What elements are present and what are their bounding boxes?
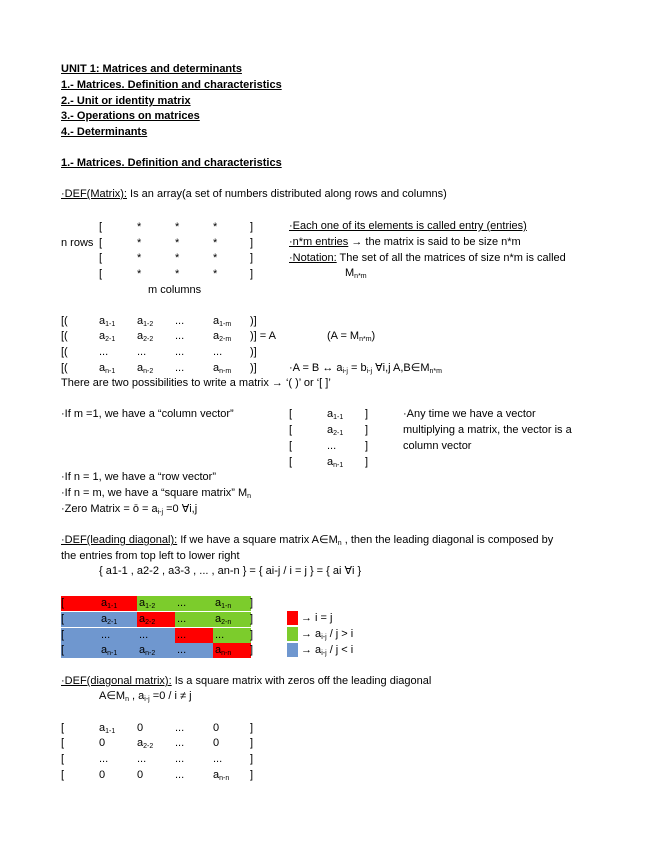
matrix-entry: $a_{1-2}$ [137,315,154,328]
star-entry: * [137,252,142,264]
left-bracket: [ [61,753,65,765]
star-entry: * [213,252,218,264]
star-entry: * [137,237,142,249]
matrix-entry: $a_{n-2}$ [139,644,156,657]
square-matrix-text: ·If n = m, we have a “square matrix” $M_n$ [61,487,252,500]
matrix-entry: ... [177,644,187,656]
matrix-entry: $a_{2-1}$ [99,330,116,343]
right-bracket: ] [250,597,254,609]
left-bracket: [ [99,221,103,233]
matrix-entry: ... [137,753,147,765]
matrix-entry: ... [99,346,109,358]
size-note-text: → the matrix is said to be size n*m [348,236,521,248]
right-bracket: ] [250,237,254,249]
column-vector-text: ·If m =1, we have a “column vector” [61,408,234,420]
matrix-entry: ... [101,629,111,641]
left-bracket: [ [289,456,293,468]
left-bracket: [ [61,769,65,781]
matrix-entry: ... [215,629,225,641]
matrix-entry: $a_{2-n}$ [215,613,232,626]
right-bracket: ] [250,753,254,765]
column-vector-note-2: multiplying a matrix, the vector is a [403,424,572,436]
left-bracket: [ [289,408,293,420]
colored-cell-bg [61,643,99,658]
left-bracket: [ [61,613,65,625]
star-entry: * [137,221,142,233]
matrix-entry: ... [175,315,185,327]
matrix-entry: $a_{n-n}$ [213,769,230,782]
size-note-label: ·n*m entries [289,236,349,248]
right-bracket: ] [250,221,254,233]
matrix-entry: $a_{1-1}$ [101,597,118,610]
matrix-entry: ... [175,737,185,749]
matrix-entry: ... [177,629,187,641]
legend-blue-swatch [287,643,298,657]
matrix-entry: ... [99,753,109,765]
matrix-entry: $a_{1-n}$ [215,597,232,610]
matrix-entry: $a_{2-2}$ [137,737,154,750]
matrix-entry: ... [139,629,149,641]
zero-matrix-text: ·Zero Matrix = ō = $a_{i-j} =0$ ∀i,j [61,503,198,516]
vector-entry: $a_{1-1}$ [327,408,344,421]
matrix-entry: $a_{1-m}$ [213,315,232,328]
paren-open: [( [61,315,68,327]
right-bracket: ] [250,252,254,264]
def-matrix-text: Is an array(a set of numbers distributed along rows and columns) [127,188,447,200]
matrix-entry: ... [175,722,185,734]
toc-item-1[interactable]: 1.- Matrices. Definition and characteristics [61,79,282,91]
toc-item-4[interactable]: 4.- Determinants [61,126,148,138]
matrix-entry: $a_{2-m}$ [213,330,232,343]
right-bracket: ] [365,440,369,452]
left-bracket: [ [99,268,103,280]
legend-eq: → i = j [301,612,333,624]
left-bracket: [ [61,644,65,656]
column-vector-note-3: column vector [403,440,472,452]
matrix-entry: ... [175,362,185,374]
matrix-entry: 0 [99,737,106,749]
right-bracket: ] [365,408,369,420]
matrix-entry: ... [213,346,223,358]
star-entry: * [137,268,142,280]
matrix-entry: ... [175,769,185,781]
matrix-entry: ... [213,753,223,765]
rows-label: n rows [61,237,94,249]
row-vector-text: ·If n = 1, we have a “row vector” [61,471,216,483]
right-bracket: ] [250,613,254,625]
matrix-entry: $a_{2-1}$ [101,613,118,626]
diag-matrix-cond: $A\in M_n$ , $a_{i-j} =0 / i \ne j$ [99,690,192,703]
left-bracket: [ [289,424,293,436]
toc-item-3[interactable]: 3.- Operations on matrices [61,110,200,122]
notation-symbol: $M_{n*m}$ [345,267,367,280]
paren-close: )] [250,346,257,358]
leading-diag-set: { a1-1 , a2-2 , a3-3 , ... , an-n } = { ai-j / i = j } = { ai ∀i } [99,565,362,577]
matrix-entry: ... [175,753,185,765]
matrix-entry: 0 [137,722,144,734]
matrix-entry: $a_{n-n}$ [215,644,232,657]
matrix-entry: ... [175,330,185,342]
legend-gt: → $a_{i-j} / j > i$ [301,628,354,641]
vector-entry: $a_{2-1}$ [327,424,344,437]
right-bracket: ] [250,268,254,280]
paren-open: [( [61,346,68,358]
matrix-entry: 0 [137,769,144,781]
a-equals-m: $(A = M_{n*m})$ [327,330,376,343]
matrix-entry: 0 [213,737,220,749]
column-vector-note-1: ·Any time we have a vector [403,408,536,420]
paren-close: )] [250,315,257,327]
left-bracket: [ [99,237,103,249]
star-entry: * [213,221,218,233]
notation-note [289,252,566,265]
matrix-entry: ... [175,346,185,358]
left-bracket: [ [61,722,65,734]
right-bracket: ] [250,737,254,749]
left-bracket: [ [61,597,65,609]
vector-entry: ... [327,440,337,452]
left-bracket: [ [99,252,103,264]
right-bracket: ] [365,424,369,436]
paren-open: [( [61,330,68,342]
def-matrix-label: ·DEF(Matrix): [61,188,127,200]
star-entry: * [175,221,180,233]
matrix-entry: ... [137,346,147,358]
matrix-entry: $a_{n-2}$ [137,362,154,375]
two-ways-note: There are two possibilities to write a matrix → ‘( )’ or ‘[ ]’ [61,377,331,389]
left-bracket: [ [289,440,293,452]
left-bracket: [ [61,737,65,749]
matrix-entry: ... [177,597,187,609]
leading-diag-def: ·DEF(leading diagonal): If we have a square matrix $A\in M_n$ , then the leading diagonal is composed by [61,534,554,547]
star-entry: * [213,237,218,249]
right-bracket: ] [250,769,254,781]
colored-cell-bg [61,612,99,627]
star-entry: * [175,268,180,280]
matrix-entry: $a_{2-2}$ [137,330,154,343]
notation-label: ·Notation: [289,252,337,264]
legend-red-swatch [287,611,298,625]
matrix-entry: ... [177,613,187,625]
right-bracket: ] [250,629,254,641]
matrix-entry: $a_{2-2}$ [139,613,156,626]
star-entry: * [175,252,180,264]
colored-cell-bg [61,596,99,611]
matrix-entry: $a_{1-2}$ [139,597,156,610]
right-bracket: ] [250,722,254,734]
section-heading: 1.- Matrices. Definition and characteristics [61,157,282,169]
entry-note: ·Each one of its elements is called entry (entries) [289,220,527,232]
paren-close: )] = A [250,330,276,342]
matrix-entry: $a_{n-1}$ [101,644,118,657]
star-entry: * [213,268,218,280]
matrix-entry: $a_{n-1}$ [99,362,116,375]
diag-matrix-def: ·DEF(diagonal matrix): Is a square matrix with zeros off the leading diagonal [61,675,432,687]
notation-text: The set of all the matrices of size n*m is called [336,252,566,264]
matrix-entry: 0 [99,769,106,781]
colored-cell-bg [61,628,99,643]
matrix-entry: $a_{n-m}$ [213,362,232,375]
toc-item-2[interactable]: 2.- Unit or identity matrix [61,95,191,107]
matrix-entry: $a_{1-1}$ [99,722,116,735]
def-matrix [61,188,447,201]
matrix-entry: 0 [213,722,220,734]
size-note [289,236,521,249]
columns-label: m columns [148,284,202,296]
vector-entry: $a_{n-1}$ [327,456,344,469]
right-bracket: ] [250,644,254,656]
paren-close: )] [250,362,257,374]
legend-lt: → $a_{i-j} / j < i$ [301,644,354,657]
right-bracket: ] [365,456,369,468]
toc-title: UNIT 1: Matrices and determinants [61,63,242,75]
legend-green-swatch [287,627,298,641]
equality-rule: ·A = B ↔ $a_{i-j} = b_{i-j}$ ∀i,j $A,B\in M_{n*m}$ [289,362,442,375]
star-entry: * [175,237,180,249]
matrix-entry: $a_{1-1}$ [99,315,116,328]
left-bracket: [ [61,629,65,641]
leading-diag-text: the entries from top left to lower right [61,550,240,562]
paren-open: [( [61,362,68,374]
